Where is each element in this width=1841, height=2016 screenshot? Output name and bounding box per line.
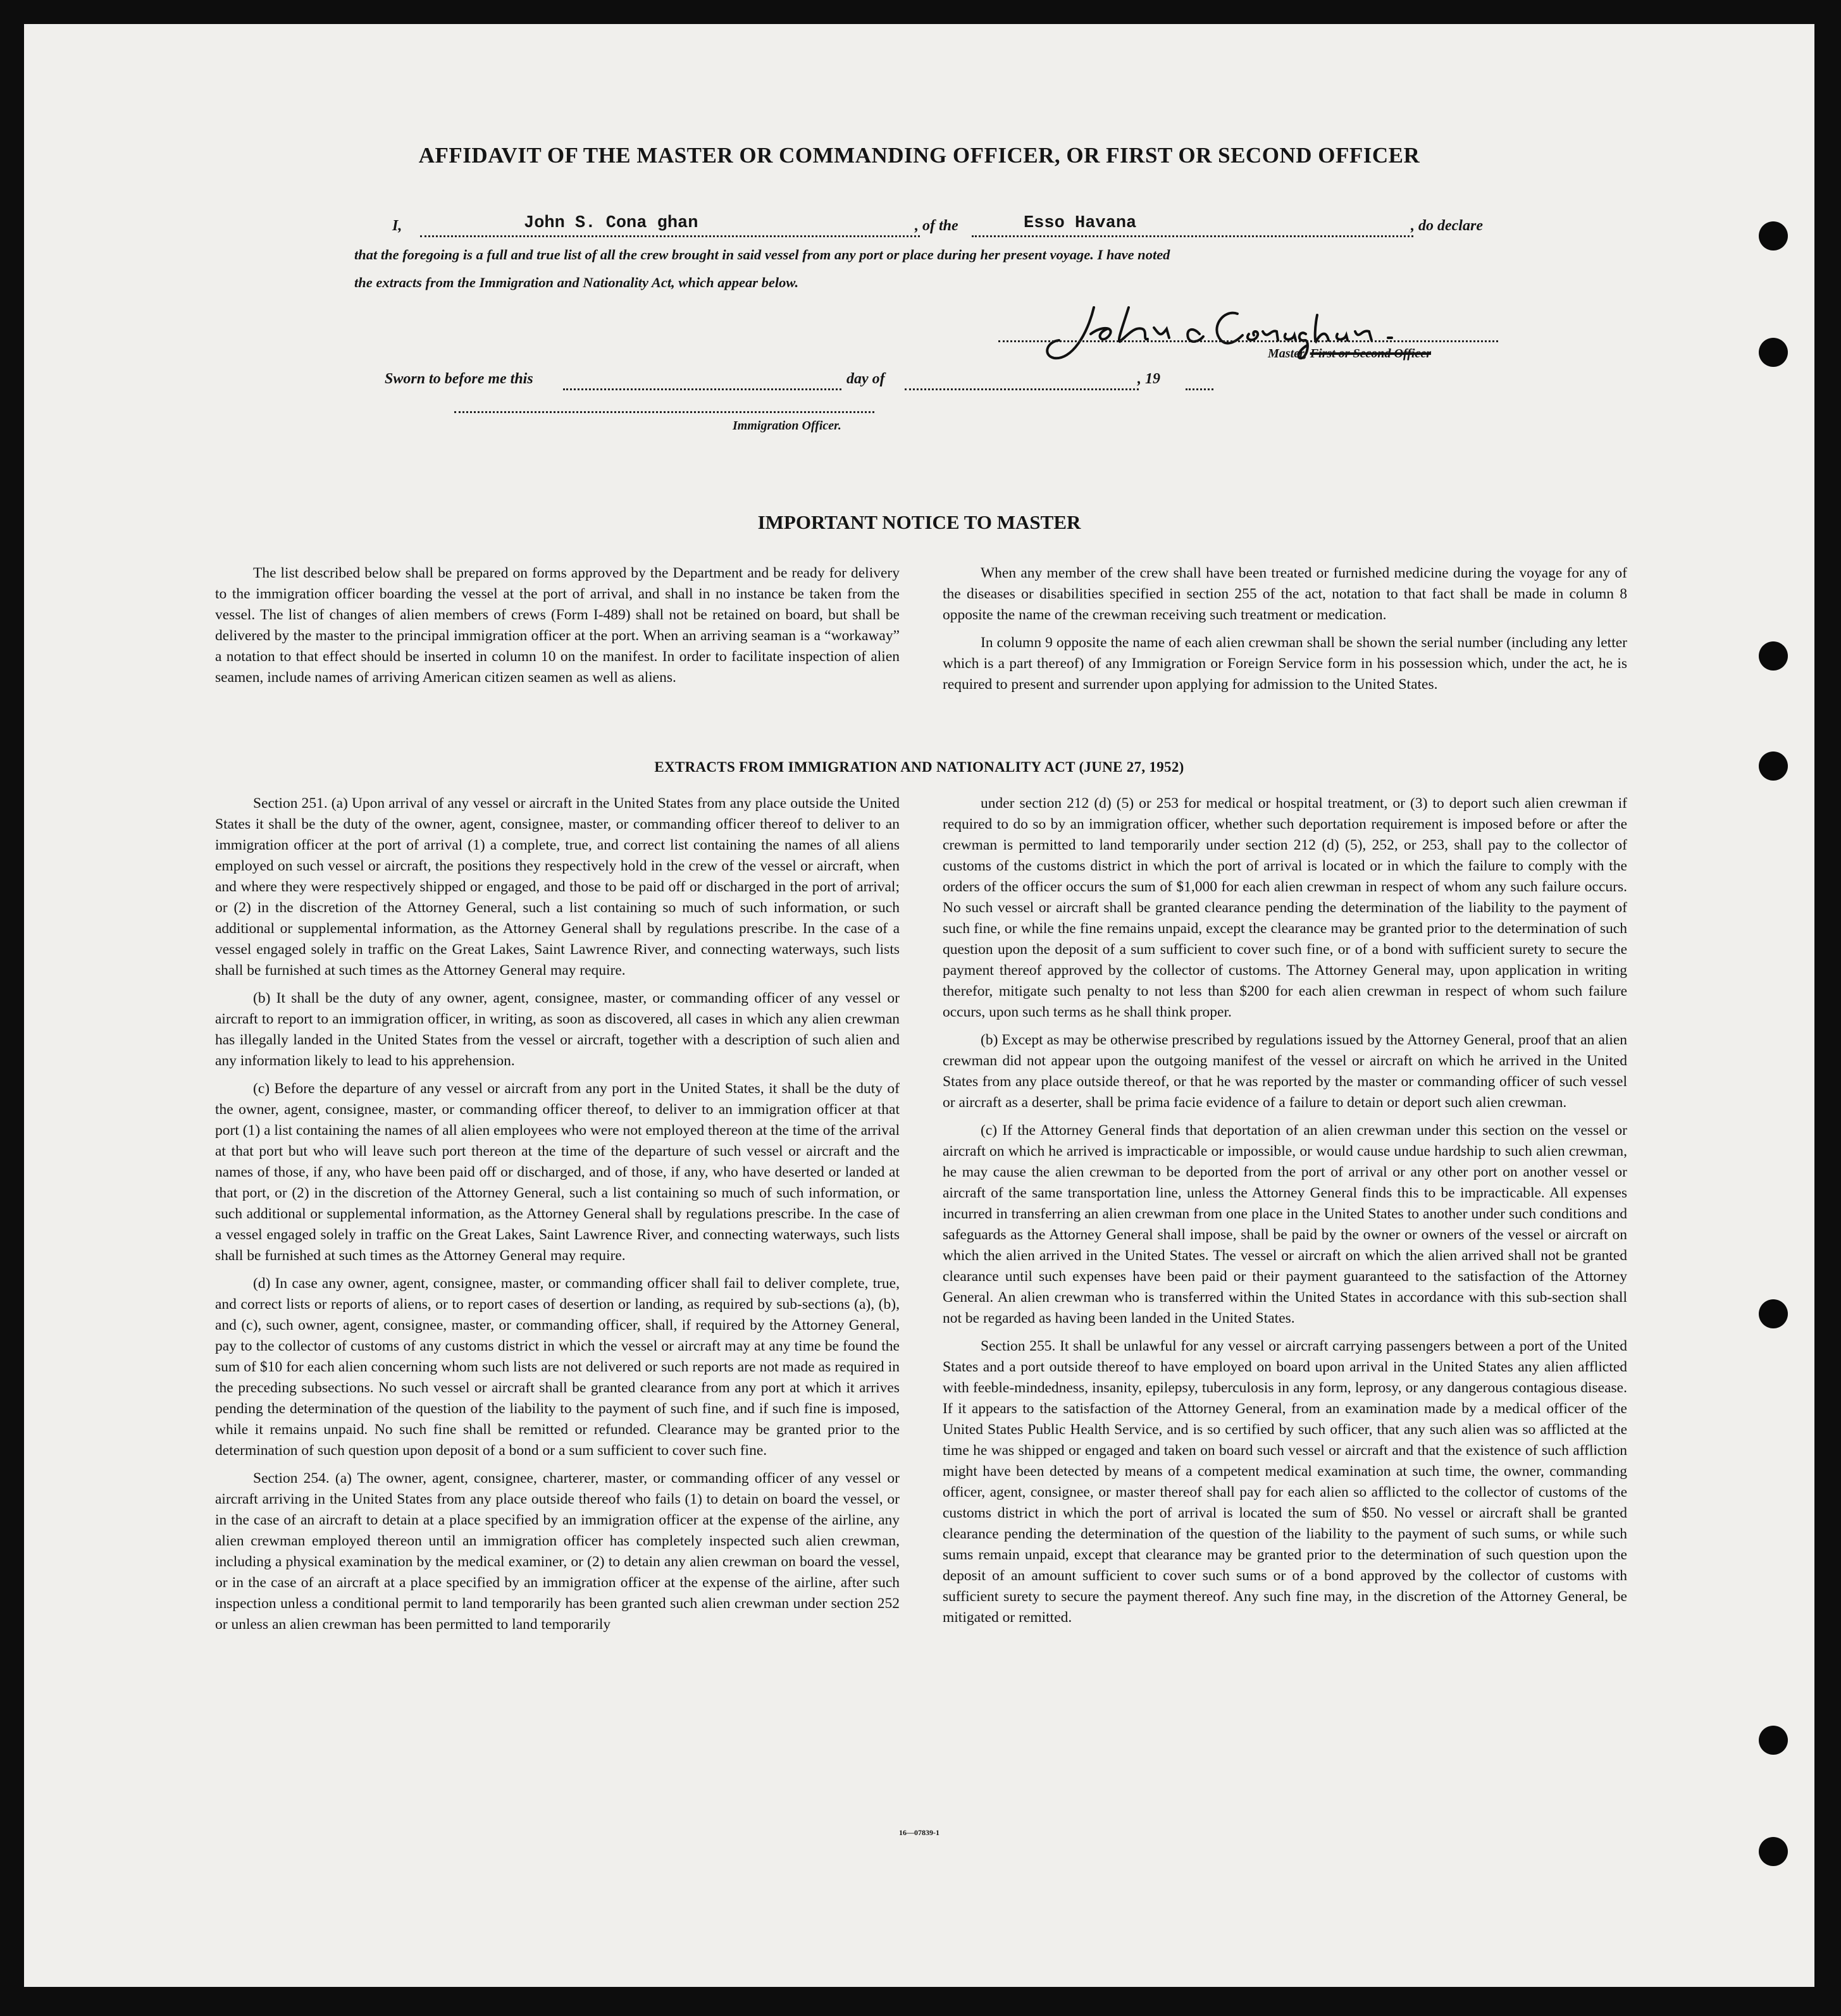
extract-paragraph: under section 212 (d) (5) or 253 for medical or hospital treatment, or (3) to deport such alien crewman if required to do so by an immigration officer, whether such deportation requirement is imposed before or after the crewman is permitted to land temporarily under section 212 (d) (5), 252, or 253, shall pay to the collector of customs of the customs district in which the port of arrival is located or in which the failure to comply with the orders of the officer occurs the sum of $1,000 for each alien crewman in respect of whom any such failure occurs. No such vessel or aircraft shall be granted clearance pending the determination of the liability to the payment of such fine, or while the fine remains unpaid, except the clearance may be granted prior to the determination of such question upon the deposit of a sum sufficient to cover such fine, or of a bond with sufficient surety to secure the payment thereof approved by the collector of customs. The Attorney General may, upon application in writing therefor, mitigate such penalty to not less than $200 for each alien crewman in respect of whom such failure occurs, upon such terms as he shall think proper. — [943, 795, 1627, 1020]
sworn-year-line — [1186, 388, 1213, 390]
form-number: 16—07839-1 — [899, 1828, 939, 1837]
extract-paragraph: (b) It shall be the duty of any owner, agent, consignee, master, or commanding officer of any vessel or aircraft to report to an immigration officer, in writing, as soon as discovered, all cases in which any alien crewman has illegally landed in the United States from the vessel or aircraft, together with a description of such alien and any information likely to lead to his apprehension. — [215, 990, 900, 1069]
immigration-officer-caption: Immigration Officer. — [733, 419, 841, 433]
signature-caption — [1268, 347, 1431, 361]
binder-hole-icon — [1759, 338, 1788, 367]
vessel-name: Esso Havana — [1024, 214, 1137, 233]
affidavit-title: AFFIDAVIT OF THE MASTER OR COMMANDING OFFICER, OR FIRST OR SECOND OFFICER — [418, 143, 1420, 168]
of-the-label: , of the — [915, 218, 958, 234]
extract-paragraph: Section 254. (a) The owner, agent, consignee, charterer, master, or commanding officer of any vessel or aircraft arriving in the United States from any place outside thereof who fails (1) to detain on board the vessel, or in the case of an aircraft to detain at a place specified by an immigration officer at the expense of the airline, any alien crewman employed thereon until an immigration officer has completely inspected such alien crewman, including a physical examination by the medical examiner, or (2) to detain any alien crewman on board the vessel, or in the case of an aircraft at a place specified by an immigration officer at the expense of the airline, after such inspection unless a conditional permit to land temporarily has been granted such alien crewman under section 252 or unless an alien crewman has been permitted to land temporarily — [215, 1470, 900, 1633]
do-declare-label: , do declare — [1411, 218, 1483, 234]
document-page — [24, 24, 1814, 1987]
binder-hole-icon — [1759, 1299, 1788, 1328]
binder-hole-icon — [1759, 221, 1788, 250]
master-caption: Master, — [1268, 347, 1307, 361]
immigration-officer-line — [454, 411, 874, 413]
extract-paragraph: (c) Before the departure of any vessel or aircraft from any port in the United States, it shall be the duty of the owner, agent, consignee, master, or commanding officer thereof, to deliver to an immigration officer at that port (1) a list containing the names of all alien employees who were not employed thereon at the time of the arrival at that port but who will leave such port thereon at the time of the departure of such vessel or aircraft and the names of those, if any, who have been paid off or discharged, and of those, if any, who have deserted or landed at that port, or (2) in the discretion of the Attorney General, such a list containing so much of such information, or such additional or supplemental information, as the Attorney General shall by regulations prescribe. In the case of a vessel engaged solely in traffic on the Great Lakes, Saint Lawrence River, and connecting waterways, such lists shall be furnished at such times as the Attorney General may require. — [215, 1080, 900, 1264]
extract-paragraph: Section 251. (a) Upon arrival of any vessel or aircraft in the United States from any place outside the United States it shall be the duty of the owner, agent, consignee, master, or commanding officer thereof to deliver to an immigration officer at the port of arrival (1) a complete, true, and correct list containing the names of all aliens employed on such vessel or aircraft, the positions they respectively hold in the crew of the vessel or aircraft, when and where they were respectively shipped or engaged, and those to be paid off or discharged in the port of arrival; or (2) in the discretion of the Attorney General, such a list containing so much of such information, or such additional or supplemental information, as the Attorney General shall by regulations prescribe. In the case of a vessel engaged solely in traffic on the Great Lakes, Saint Lawrence River, and connecting waterways, such lists shall be furnished at such times as the Attorney General may require. — [215, 795, 900, 979]
extract-paragraph: (d) In case any owner, agent, consignee, master, or commanding officer shall fail to deliver complete, true, and correct lists or reports of aliens, or to report cases of desertion or landing, as required by sub-sections (a), (b), and (c), such owner, agent, consignee, master, or commanding officer, shall, if required by the Attorney General, pay to the collector of customs of any customs district in which the vessel or aircraft may at any time be found the sum of $10 for each alien concerning whom such lists are not delivered or such reports are not made as required in the preceding subsections. No such vessel or aircraft shall be granted clearance from any port at which it arrives pending the determination of the question of the liability to the payment of such fine, and if such fine is imposed, while it remains unpaid. No such fine shall be remitted or refunded. Clearance may be granted prior to the determination of such question upon deposit of a bond or a sum sufficient to cover such fine. — [215, 1275, 900, 1459]
year-label: , 19 — [1137, 371, 1160, 387]
i-label: I, — [392, 218, 402, 234]
affidavit-statement-line-2: the extracts from the Immigration and Nationality Act, which appear below. — [354, 275, 799, 290]
day-of-label: day of — [846, 371, 885, 387]
extracts-right-column — [943, 793, 1627, 1818]
binder-hole-icon — [1759, 1837, 1788, 1866]
affidavit-statement-line-1: that the foregoing is a full and true list of all the crew brought in said vessel from any port or place during her present voyage. I have noted — [354, 247, 1170, 263]
sworn-month-line — [905, 388, 1139, 390]
extracts-title: EXTRACTS FROM IMMIGRATION AND NATIONALITY ACT (JUNE 27, 1952) — [654, 759, 1184, 775]
sworn-day-line — [563, 388, 841, 390]
master-name-line — [420, 235, 920, 237]
notice-left-paragraph: The list described below shall be prepared on forms approved by the Department and be ready for delivery to the immigration officer boarding the vessel at the port of arrival, and shall in no instance be taken from the vessel. The list of changes of alien members of crews (Form I-489) shall not be retained on board, but shall be delivered by the master to the principal immigration officer at the port. When an arriving seaman is a “workaway” a notation to that effect should be inserted in column 10 on the manifest. In order to facilitate inspection of alien seamen, include names of arriving American citizen seamen as well as aliens. — [215, 565, 900, 686]
struck-officer-caption: First or Second Officer — [1310, 347, 1431, 361]
signature-line — [998, 340, 1498, 342]
notice-right-paragraph: In column 9 opposite the name of each alien crewman shall be shown the serial number (including any letter which is a part thereof) of any Immigration or Foreign Service form in his possession which, under the act, he is required to present and surrender upon applying for admission to the United States. — [943, 634, 1627, 693]
notice-left-column — [215, 563, 900, 746]
extract-paragraph: (b) Except as may be otherwise prescribed by regulations issued by the Attorney General, proof that an alien crewman did not appear upon the outgoing manifest of the vessel or aircraft on which he arrived in the United States from any place outside thereof, or that he was reported by the master or commanding officer of such vessel or aircraft as a deserter, shall be prima facie evidence of a failure to detain or deport such alien crewman. — [943, 1032, 1627, 1111]
master-name: John S. Cona ghan — [524, 214, 698, 233]
extracts-left-column — [215, 793, 900, 1818]
vessel-name-line — [972, 235, 1413, 237]
notice-right-column — [943, 563, 1627, 746]
extract-paragraph: (c) If the Attorney General finds that deportation of an alien crewman under this section on the vessel or aircraft on which he arrived is impracticable or impossible, or would cause undue hardship to such alien crewman, he may cause the alien crewman to be deported from the port of arrival or any other port on another vessel or aircraft of the same transportation line, unless the Attorney General finds this to be impracticable. All expenses incurred in transferring an alien crewman from one place in the United States to another under such conditions and safeguards as the Attorney General shall impose, shall be paid by the owner or owners of the vessel or aircraft on which the alien arrived in the United States. The vessel or aircraft on which the alien arrived shall not be granted clearance until such expenses have been paid or their payment guaranteed to the satisfaction of the Attorney General. An alien crewman who is transferred within the United States in accordance with this sub-section shall not be regarded as having been landed in the United States. — [943, 1122, 1627, 1326]
notice-right-paragraph: When any member of the crew shall have been treated or furnished medicine during the voyage for any of the diseases or disabilities specified in section 255 of the act, notation to that fact shall be made in column 8 opposite the name of the crewman receiving such treatment or medication. — [943, 565, 1627, 623]
notice-title: IMPORTANT NOTICE TO MASTER — [757, 511, 1081, 533]
binder-hole-icon — [1759, 1726, 1788, 1755]
sworn-label: Sworn to before me this — [385, 371, 533, 387]
extract-paragraph: Section 255. It shall be unlawful for any vessel or aircraft carrying passengers between a port of the United States and a port outside thereof to have employed on board upon arrival in the United States any alien afflicted with feeble-mindedness, insanity, epilepsy, tuberculosis in any form, leprosy, or any dangerous contagious disease. If it appears to the satisfaction of the Attorney General, from an examination made by a medical officer of the United States Public Health Service, and is so certified by such officer, that any such alien was so afflicted at the time he was shipped or engaged and taken on board such vessel or aircraft and that the existence of such affliction might have been detected by means of a competent medical examination at such time, the owner, commanding officer, agent, consignee, or master thereof shall pay for each alien so afflicted to the collector of customs of the customs district in which the port of arrival is located the sum of $50. No vessel or aircraft shall be granted clearance pending the determination of the question of the liability to the payment of such sums, or while such sums remain unpaid, except that clearance may be granted prior to the determination of such question upon the deposit of an amount sufficient to cover such sums or of a bond approved by the collector of customs with sufficient surety to secure the payment thereof. Any such fine may, in the discretion of the Attorney General, be mitigated or remitted. — [943, 1338, 1627, 1626]
binder-hole-icon — [1759, 641, 1788, 671]
